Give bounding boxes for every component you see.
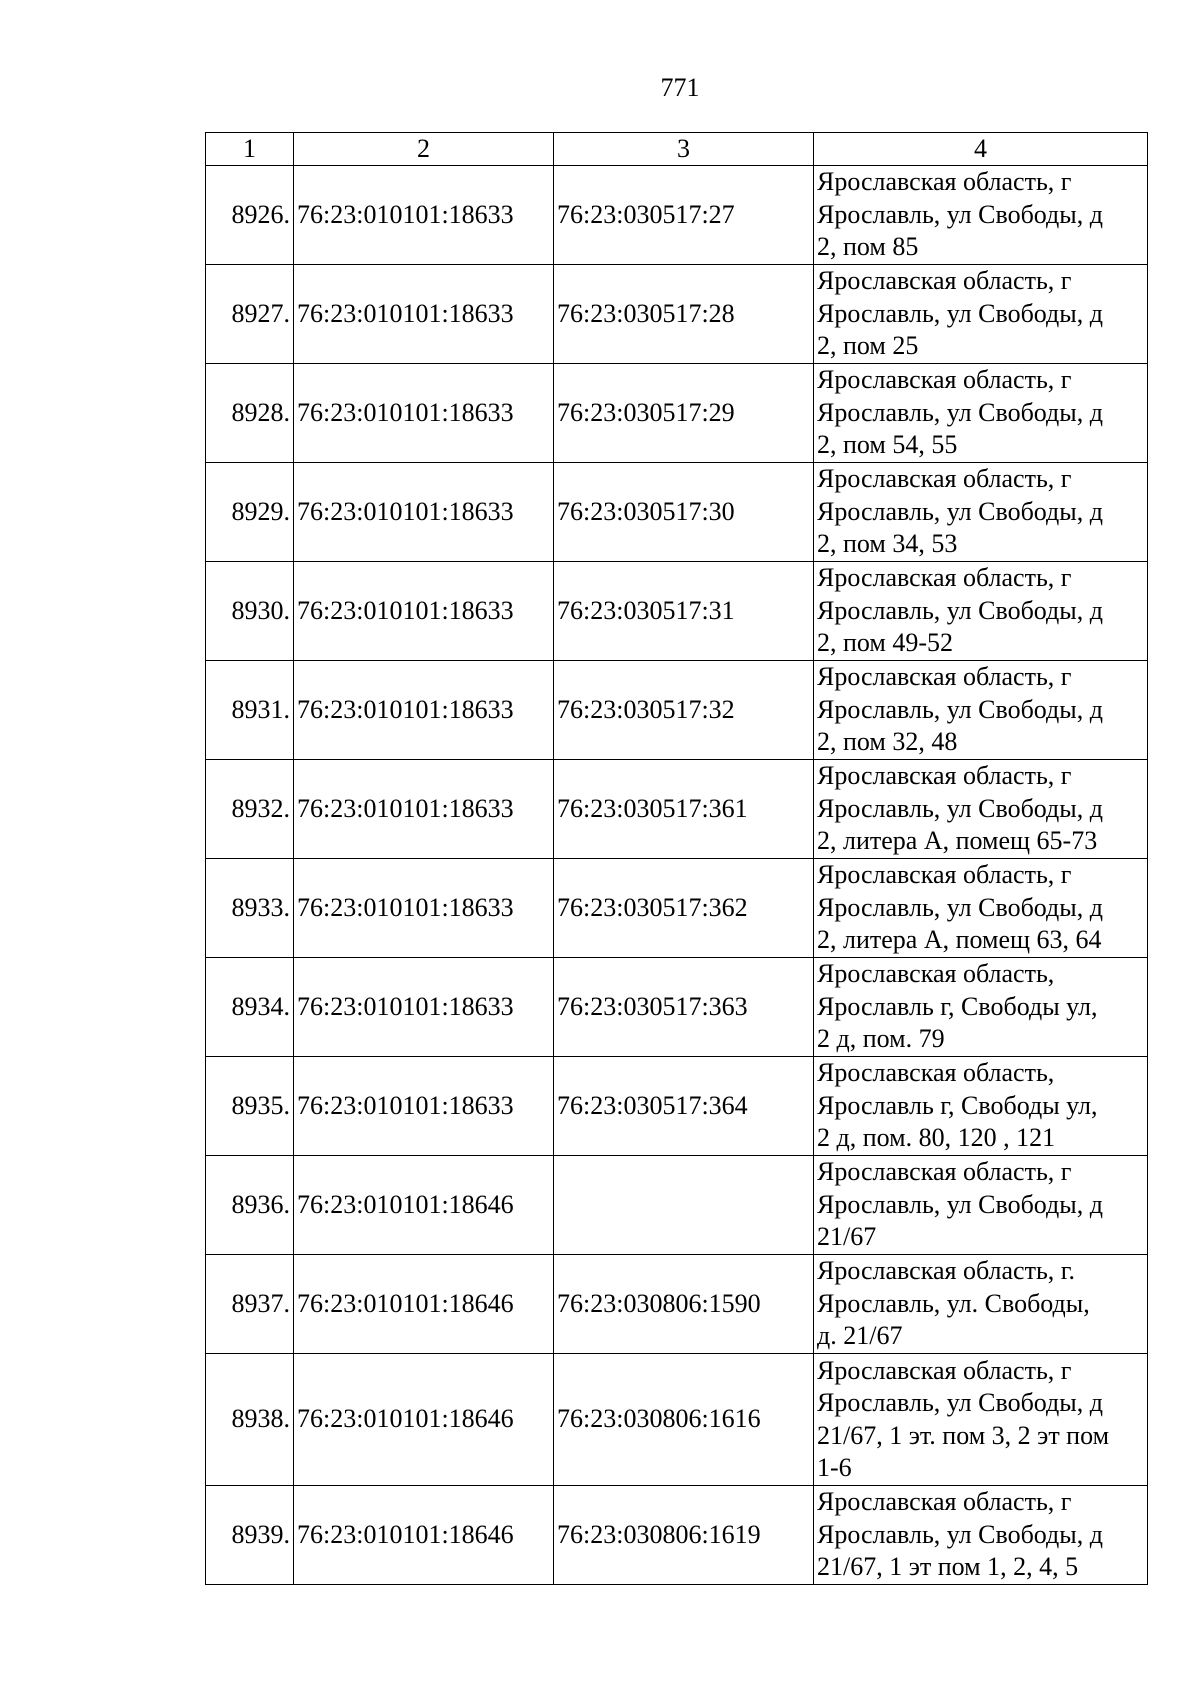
cadastral-number-object: 76:23:030806:1619 (554, 1486, 814, 1585)
row-number: 8927. (206, 265, 294, 364)
row-number: 8932. (206, 760, 294, 859)
address-line: Ярославль, ул Свободы, д (817, 892, 1103, 922)
address-cell (814, 1354, 1148, 1486)
address-line: Ярославская область, г (817, 266, 1072, 296)
address-line: 2 д, пом. 79 (817, 1024, 945, 1054)
table-row (206, 463, 1148, 562)
address-line: 2, пом 34, 53 (817, 529, 958, 559)
address-cell (814, 958, 1148, 1057)
row-number: 8931. (206, 661, 294, 760)
cadastral-number-object: 76:23:030517:361 (554, 760, 814, 859)
row-number: 8937. (206, 1255, 294, 1354)
cadastral-number-object (554, 1156, 814, 1255)
table-row (206, 760, 1148, 859)
address-line: 2, пом 25 (817, 331, 919, 361)
cadastral-number-object: 76:23:030517:27 (554, 166, 814, 265)
cadastral-number-parent: 76:23:010101:18633 (294, 1057, 554, 1156)
address-line: Ярославская область, г (817, 167, 1072, 197)
address-line: Ярославль, ул Свободы, д (817, 1189, 1103, 1219)
address-line: Ярославль, ул Свободы, д (817, 298, 1103, 328)
cadastral-number-parent: 76:23:010101:18633 (294, 859, 554, 958)
cadastral-number-object: 76:23:030517:29 (554, 364, 814, 463)
address-cell (814, 661, 1148, 760)
row-number: 8926. (206, 166, 294, 265)
address-line: Ярославль, ул Свободы, д (817, 694, 1103, 724)
address-line: Ярославская область, г (817, 1157, 1072, 1187)
address-line: 21/67, 1 эт. пом 3, 2 эт пом (817, 1420, 1110, 1450)
address-line: Ярославская область, (817, 959, 1055, 989)
table-row (206, 958, 1148, 1057)
address-cell (814, 1486, 1148, 1585)
table-body (206, 166, 1148, 1585)
address-cell (814, 1156, 1148, 1255)
address-cell (814, 760, 1148, 859)
address-cell (814, 364, 1148, 463)
address-line: Ярославская область, г (817, 1355, 1072, 1385)
row-number: 8938. (206, 1354, 294, 1486)
address-cell (814, 265, 1148, 364)
row-number: 8935. (206, 1057, 294, 1156)
cadastral-number-parent: 76:23:010101:18646 (294, 1255, 554, 1354)
cadastral-number-object: 76:23:030517:30 (554, 463, 814, 562)
address-line: Ярославль, ул. Свободы, (817, 1288, 1090, 1318)
address-line: Ярославская область, г (817, 1487, 1072, 1517)
row-number: 8928. (206, 364, 294, 463)
address-line: 2, пом 54, 55 (817, 430, 958, 460)
table-header-row (206, 133, 1148, 166)
cadastral-number-parent: 76:23:010101:18633 (294, 562, 554, 661)
cadastral-number-parent: 76:23:010101:18633 (294, 364, 554, 463)
registry-table (205, 132, 1148, 1585)
cadastral-number-object: 76:23:030517:28 (554, 265, 814, 364)
address-cell (814, 166, 1148, 265)
address-cell (814, 859, 1148, 958)
address-line: 2 д, пом. 80, 120 , 121 (817, 1123, 1056, 1153)
column-header-2: 2 (294, 133, 554, 166)
cadastral-number-parent: 76:23:010101:18633 (294, 760, 554, 859)
table-row (206, 364, 1148, 463)
address-line: 2, пом 32, 48 (817, 727, 958, 757)
address-cell (814, 562, 1148, 661)
address-line: 21/67, 1 эт пом 1, 2, 4, 5 (817, 1552, 1079, 1582)
row-number: 8933. (206, 859, 294, 958)
address-line: 2, пом 49-52 (817, 628, 954, 658)
table-row (206, 859, 1148, 958)
address-line: Ярославская область, г (817, 761, 1072, 791)
row-number: 8939. (206, 1486, 294, 1585)
address-line: 2, литера А, помещ 63, 64 (817, 925, 1102, 955)
address-line: Ярославская область, г (817, 365, 1072, 395)
address-line: Ярославская область, г (817, 563, 1072, 593)
address-line: Ярославль, ул Свободы, д (817, 793, 1103, 823)
address-cell (814, 463, 1148, 562)
address-line: Ярославль, ул Свободы, д (817, 397, 1103, 427)
address-line: Ярославская область, г (817, 662, 1072, 692)
table-row (206, 661, 1148, 760)
row-number: 8930. (206, 562, 294, 661)
cadastral-number-object: 76:23:030517:363 (554, 958, 814, 1057)
cadastral-number-parent: 76:23:010101:18633 (294, 463, 554, 562)
cadastral-number-object: 76:23:030517:364 (554, 1057, 814, 1156)
table-row (206, 265, 1148, 364)
address-line: 1-6 (817, 1453, 852, 1482)
cadastral-number-object: 76:23:030806:1616 (554, 1354, 814, 1486)
row-number: 8929. (206, 463, 294, 562)
column-header-1: 1 (206, 133, 294, 166)
address-line: Ярославль, ул Свободы, д (817, 1388, 1103, 1417)
cadastral-number-parent: 76:23:010101:18633 (294, 958, 554, 1057)
column-header-3: 3 (554, 133, 814, 166)
address-line: Ярославль, ул Свободы, д (817, 496, 1103, 526)
address-line: Ярославская область, г. (817, 1256, 1076, 1286)
address-line: Ярославль г, Свободы ул, (817, 991, 1098, 1021)
table-row (206, 1486, 1148, 1585)
column-header-4: 4 (814, 133, 1148, 166)
address-line: Ярославль, ул Свободы, д (817, 595, 1103, 625)
address-cell (814, 1057, 1148, 1156)
cadastral-number-object: 76:23:030517:31 (554, 562, 814, 661)
address-line: Ярославль, ул Свободы, д (817, 199, 1103, 229)
cadastral-number-object: 76:23:030806:1590 (554, 1255, 814, 1354)
address-line: Ярославль, ул Свободы, д (817, 1519, 1103, 1549)
row-number: 8936. (206, 1156, 294, 1255)
cadastral-number-parent: 76:23:010101:18633 (294, 661, 554, 760)
page-number: 771 (660, 73, 700, 102)
row-number: 8934. (206, 958, 294, 1057)
table-row (206, 1354, 1148, 1486)
cadastral-number-parent: 76:23:010101:18633 (294, 166, 554, 265)
address-line: 2, пом 85 (817, 232, 919, 262)
cadastral-number-object: 76:23:030517:362 (554, 859, 814, 958)
address-line: 2, литера А, помещ 65-73 (817, 826, 1098, 856)
address-line: 21/67 (817, 1222, 877, 1252)
address-line: Ярославская область, г (817, 464, 1072, 494)
cadastral-number-parent: 76:23:010101:18646 (294, 1156, 554, 1255)
cadastral-number-object: 76:23:030517:32 (554, 661, 814, 760)
address-line: д. 21/67 (817, 1321, 903, 1351)
cadastral-number-parent: 76:23:010101:18633 (294, 265, 554, 364)
table-row (206, 562, 1148, 661)
address-line: Ярославль г, Свободы ул, (817, 1090, 1098, 1120)
address-line: Ярославская область, г (817, 860, 1072, 890)
cadastral-number-parent: 76:23:010101:18646 (294, 1354, 554, 1486)
table-row (206, 1156, 1148, 1255)
table-row (206, 1255, 1148, 1354)
address-cell (814, 1255, 1148, 1354)
table-row (206, 1057, 1148, 1156)
address-line: Ярославская область, (817, 1058, 1055, 1088)
table-row (206, 166, 1148, 265)
cadastral-number-parent: 76:23:010101:18646 (294, 1486, 554, 1585)
